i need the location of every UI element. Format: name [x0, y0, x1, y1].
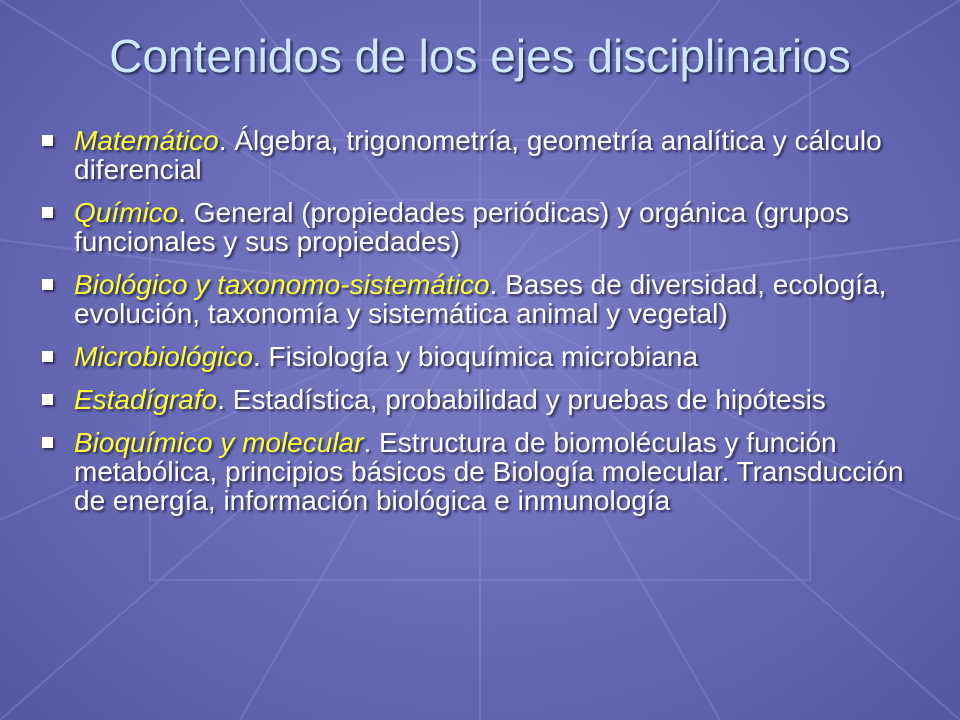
bullet-text: . Estructura de biomoléculas y función metabólica, principios básicos de Biología molecular. Transducción de energía, información biológica e inmunología: [74, 427, 904, 516]
bullet-text: . General (propiedades periódicas) y orgánica (grupos funcionales y sus propiedades): [74, 197, 850, 257]
bullet-text: . Bases de diversidad, ecología, evolución, taxonomía y sistemática animal y vegetal): [74, 269, 887, 329]
bullet-topic: Biológico y taxonomo-sistemático: [74, 269, 490, 300]
slide-title: Contenidos de los ejes disciplinarios: [109, 30, 851, 82]
bullet-topic: Químico: [74, 197, 179, 228]
square-bullet-icon: [42, 394, 53, 405]
bullet-item-estadigrafo: [40, 385, 920, 414]
bullet-topic: Microbiológico: [74, 341, 253, 372]
square-bullet-icon: [42, 207, 53, 218]
bullet-item-bioquimico: [40, 428, 920, 515]
square-bullet-icon: [42, 437, 53, 448]
bullet-topic: Estadígrafo: [74, 384, 218, 415]
bullet-topic: Bioquímico y molecular: [74, 427, 364, 458]
bullet-list: [40, 126, 920, 529]
square-bullet-icon: [42, 135, 53, 146]
bullet-text: . Álgebra, trigonometría, geometría analítica y cálculo diferencial: [74, 125, 882, 185]
bullet-topic: Matemático: [74, 125, 219, 156]
square-bullet-icon: [42, 279, 53, 290]
square-bullet-icon: [42, 351, 53, 362]
bullet-item-matematico: [40, 126, 920, 184]
bullet-text: . Estadística, probabilidad y pruebas de hipótesis: [217, 384, 826, 415]
bullet-item-quimico: [40, 198, 920, 256]
bullet-item-biologico: [40, 270, 920, 328]
bullet-text: . Fisiología y bioquímica microbiana: [252, 341, 699, 372]
bullet-item-microbiologico: [40, 342, 920, 371]
